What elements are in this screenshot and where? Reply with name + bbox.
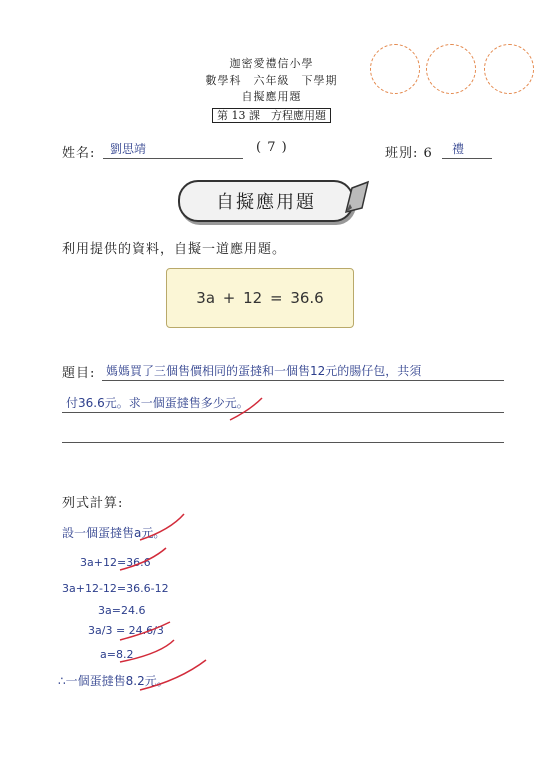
working-step-1: 設一個蛋撻售a元。	[62, 526, 166, 540]
instruction: 利用提供的資料，自擬一道應用題。	[62, 242, 287, 257]
class-value: 禮	[452, 142, 465, 156]
check-mark-5	[120, 640, 174, 662]
check-mark-2	[140, 514, 184, 540]
question-label: 題目:	[62, 366, 96, 381]
check-mark-6	[140, 660, 206, 690]
name-value: 劉思靖	[110, 142, 147, 156]
question-text-line-2: 付36.6元。求一個蛋撻售多少元。	[66, 396, 249, 410]
question-text-line-1: 媽媽買了三個售價相同的蛋撻和一個售12元的腸仔包，共須	[106, 364, 422, 378]
working-step-4: 3a=24.6	[98, 604, 146, 617]
check-mark-1	[230, 398, 262, 420]
check-mark-4	[120, 622, 170, 640]
working-step-6: a=8.2	[100, 648, 134, 661]
school-name: 迦密愛禮信小學	[229, 57, 314, 70]
subject-line: 數學科 六年級 下學期	[205, 74, 338, 87]
equation-scroll: 3a + 12 = 36.6	[166, 268, 354, 328]
worksheet-title: 自擬應用題	[241, 90, 302, 103]
working-step-5: 3a/3 = 24.6/3	[88, 624, 164, 637]
class-label: 班別: 6	[385, 146, 433, 161]
lesson-box: 第 13 課 方程應用題	[212, 108, 331, 123]
section-banner: 自擬應用題	[178, 180, 354, 222]
working-label: 列式計算:	[62, 496, 124, 511]
working-step-2: 3a+12=36.6	[80, 556, 151, 569]
working-conclusion: ∴一個蛋撻售8.2元。	[58, 674, 169, 688]
working-step-3: 3a+12-12=36.6-12	[62, 582, 169, 595]
name-label: 姓名:	[62, 146, 96, 161]
check-mark-3	[120, 548, 166, 570]
class-number: ( 7 )	[256, 140, 288, 155]
